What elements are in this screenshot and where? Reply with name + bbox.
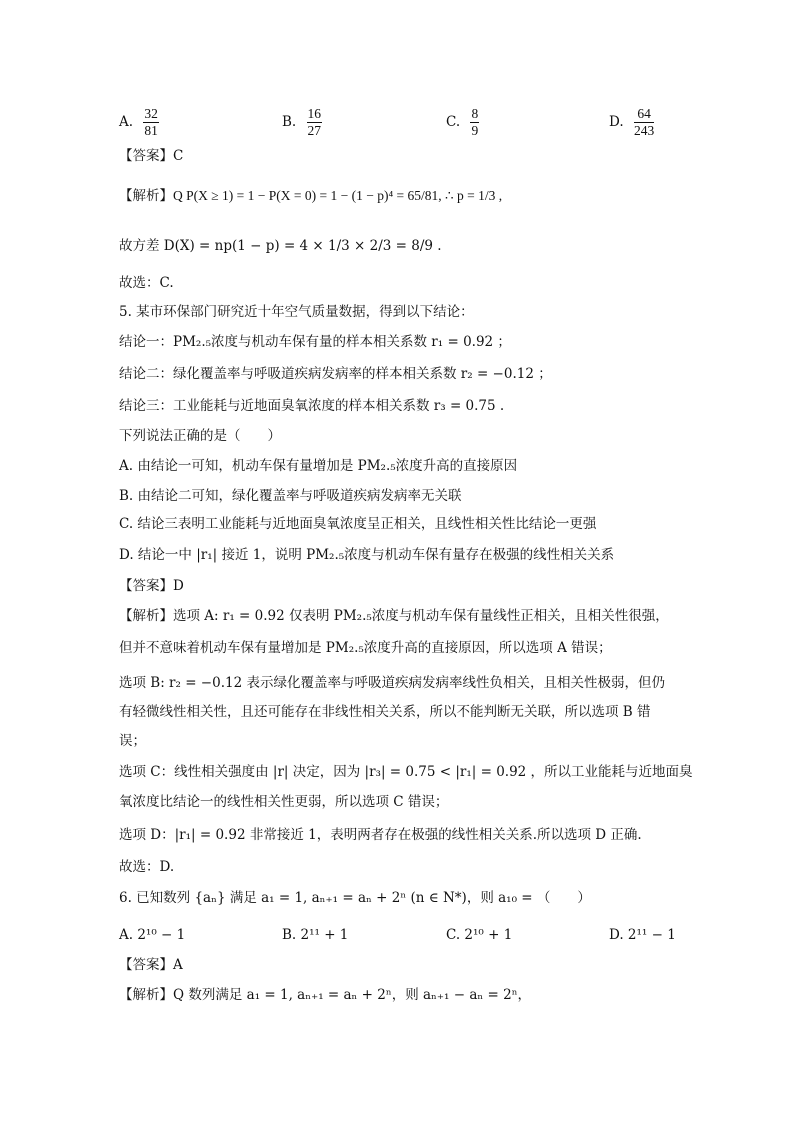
option-d: D. $\frac{64}{243}$ [609, 106, 655, 138]
option-b: B. $\frac{16}{27}$ [282, 106, 322, 138]
q5-conclusion-1: 结论一：PM₂.₅浓度与机动车保有量的样本相关系数 r₁ = 0.92 ； [119, 334, 511, 350]
q6-option-a: A. 2¹⁰ − 1 [119, 927, 186, 943]
q5-analysis-line5: 误； [119, 733, 146, 749]
q5-option-d: D. 结论一中 |r₁| 接近 1，说明 PM₂.₅浓度与机动车保有量存在极强的线性相关关系 [119, 547, 615, 563]
q5-stem: 5. 某市环保部门研究近十年空气质量数据，得到以下结论： [119, 304, 474, 320]
q5-option-a: A. 由结论一可知，机动车保有量增加是 PM₂.₅浓度升高的直接原因 [119, 458, 518, 474]
option-c: C. $\frac{8}{9}$ [446, 106, 479, 138]
q5-conclusion: 故选：D. [119, 859, 175, 875]
q4-conclusion: 故选：C. [119, 275, 174, 291]
q5-analysis-line6: 选项 C：线性相关强度由 |r| 决定，因为 |r₃| = 0.75 < |r₁| = 0.92 ，所以工业能耗与近地面臭 [119, 764, 693, 780]
q6-option-c: C. 2¹⁰ + 1 [446, 927, 513, 943]
q5-option-b: B. 由结论二可知，绿化覆盖率与呼吸道疾病发病率无关联 [119, 488, 462, 504]
q6-analysis: 【解析】Q 数列满足 a₁ = 1, aₙ₊₁ = aₙ + 2ⁿ，则 aₙ₊₁ − aₙ = 2ⁿ， [119, 987, 532, 1003]
fraction: $\frac{64}{243}$ [633, 106, 655, 138]
q5-conclusion-3: 结论三：工业能耗与近地面臭氧浓度的样本相关系数 r₃ = 0.75 . [119, 398, 505, 414]
q6-answer: 【答案】A [119, 957, 183, 973]
q4-analysis-line2: 故方差 D(X) = np(1 − p) = 4 × 1/3 × 2/3 = 8/9 . [119, 238, 442, 254]
q6-option-d: D. 2¹¹ − 1 [609, 927, 676, 943]
q5-option-c: C. 结论三表明工业能耗与近地面臭氧浓度呈正相关，且线性相关性比结论一更强 [119, 516, 597, 532]
fraction: $\frac{16}{27}$ [307, 106, 322, 138]
q5-answer: 【答案】D [119, 578, 184, 594]
fraction: $\frac{32}{81}$ [144, 106, 158, 138]
q5-analysis-line1: 【解析】选项 A: r₁ = 0.92 仅表明 PM₂.₅浓度与机动车保有量线性正相关，且相关性很强， [119, 608, 669, 624]
q4-answer: 【答案】C [119, 148, 184, 164]
q5-analysis-line2: 但并不意味着机动车保有量增加是 PM₂.₅浓度升高的直接原因，所以选项 A 错误； [119, 640, 612, 656]
q5-analysis-line3: 选项 B: r₂ = −0.12 表示绿化覆盖率与呼吸道疾病发病率线性负相关，且相关性极弱，但仍 [119, 675, 665, 691]
q5-analysis-line8: 选项 D：|r₁| = 0.92 非常接近 1，表明两者存在极强的线性相关关系.所以选项 D 正确. [119, 827, 642, 843]
fraction: $\frac{8}{9}$ [471, 106, 479, 138]
option-a: A. $\frac{32}{81}$ [119, 106, 158, 138]
q4-analysis-line1: 【解析】Q P(X ≥ 1) = 1 − P(X = 0) = 1 − (1 − p)⁴ = 65/81, ∴ p = 1/3 , [119, 188, 503, 204]
q6-option-b: B. 2¹¹ + 1 [282, 927, 349, 943]
q5-analysis-line4: 有轻微线性相关性，且还可能存在非线性相关关系，所以不能判断无关联，所以选项 B 错 [119, 704, 651, 720]
q5-analysis-line7: 氧浓度比结论一的线性相关性更弱，所以选项 C 错误； [119, 794, 449, 810]
q5-question: 下列说法正确的是（ ） [119, 428, 281, 444]
q6-stem: 6. 已知数列 {aₙ} 满足 a₁ = 1, aₙ₊₁ = aₙ + 2ⁿ (n ∈ N*)，则 a₁₀ = （ ） [119, 890, 591, 906]
q5-conclusion-2: 结论二：绿化覆盖率与呼吸道疾病发病率的样本相关系数 r₂ = −0.12 ； [119, 366, 552, 382]
